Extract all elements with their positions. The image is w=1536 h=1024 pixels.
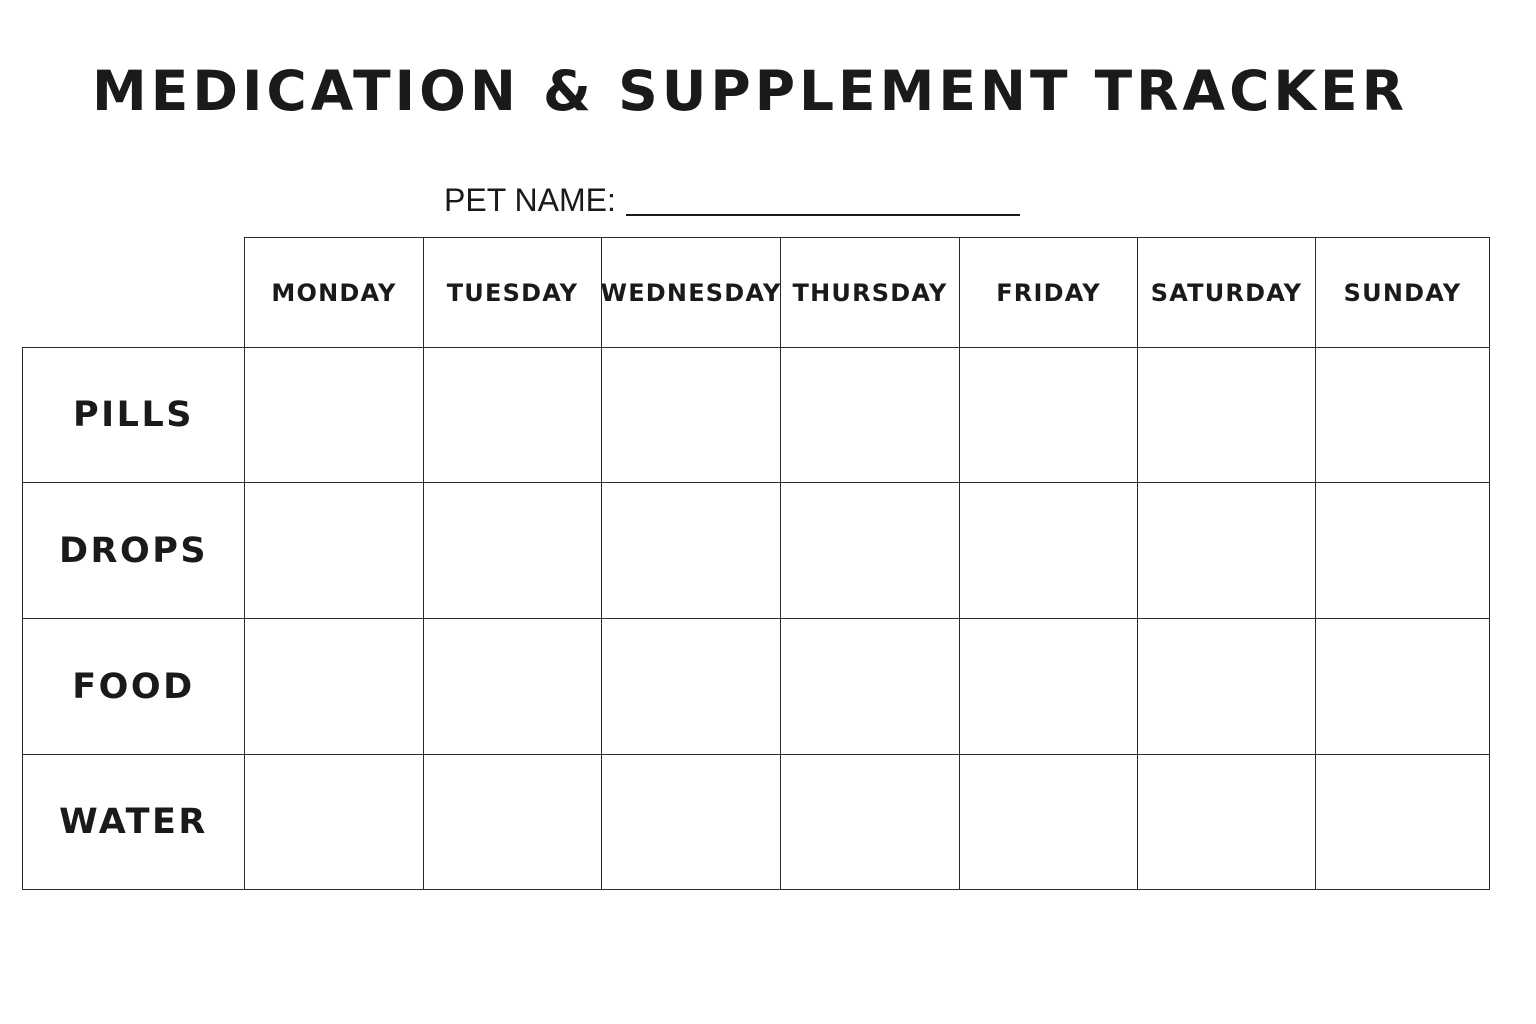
tracker-cell-drops-thursday[interactable] [780,482,960,619]
day-header-sunday-text: SUNDAY [1343,278,1462,307]
tracker-cell-drops-monday[interactable] [244,482,424,619]
pet-name-label: PET NAME: [444,182,616,218]
tracker-cell-food-sunday[interactable] [1315,618,1490,755]
day-header-sunday [1315,237,1490,348]
day-header-saturday-text: SATURDAY [1150,278,1303,307]
tracker-cell-pills-saturday[interactable] [1137,347,1316,483]
day-header-tuesday-text: TUESDAY [446,278,579,307]
tracker-cell-food-tuesday[interactable] [423,618,602,755]
tracker-cell-food-monday[interactable] [244,618,424,755]
tracker-cell-drops-sunday[interactable] [1315,482,1490,619]
tracker-cell-water-wednesday[interactable] [601,754,781,890]
tracker-cell-drops-friday[interactable] [959,482,1138,619]
tracker-cell-food-wednesday[interactable] [601,618,781,755]
tracker-cell-water-tuesday[interactable] [423,754,602,890]
tracker-cell-water-friday[interactable] [959,754,1138,890]
day-header-monday-text: MONDAY [271,278,397,307]
day-header-saturday [1137,237,1316,348]
day-header-friday-text: FRIDAY [996,278,1101,307]
tracker-cell-pills-sunday[interactable] [1315,347,1490,483]
row-label-food-text: FOOD [72,666,195,707]
row-label-pills-text: PILLS [73,395,194,435]
tracker-cell-drops-tuesday[interactable] [423,482,602,619]
tracker-cell-drops-saturday[interactable] [1137,482,1316,619]
tracker-cell-pills-friday[interactable] [959,347,1138,483]
row-label-water [22,754,245,890]
day-header-thursday-text: THURSDAY [792,278,948,307]
tracker-cell-water-monday[interactable] [244,754,424,890]
tracker-cell-pills-monday[interactable] [244,347,424,483]
tracker-cell-pills-wednesday[interactable] [601,347,781,483]
tracker-cell-water-thursday[interactable] [780,754,960,890]
row-label-drops-text: DROPS [58,530,209,571]
day-header-thursday [780,237,960,348]
day-header-wednesday [601,237,781,348]
page-title: MEDICATION & SUPPLEMENT TRACKER [92,59,1408,123]
row-label-pills [22,347,245,483]
pet-name-blank-line[interactable] [626,180,1020,216]
row-label-water-text: WATER [59,802,208,842]
day-header-tuesday [423,237,602,348]
tracker-cell-water-saturday[interactable] [1137,754,1316,890]
tracker-cell-water-sunday[interactable] [1315,754,1490,890]
day-header-wednesday-text: WEDNESDAY [600,278,782,307]
tracker-cell-food-saturday[interactable] [1137,618,1316,755]
day-header-friday [959,237,1138,348]
row-label-food [22,618,245,755]
day-header-monday [244,237,424,348]
row-label-drops [22,482,245,619]
tracker-cell-pills-tuesday[interactable] [423,347,602,483]
tracker-cell-food-friday[interactable] [959,618,1138,755]
tracker-cell-food-thursday[interactable] [780,618,960,755]
pet-name-field [444,180,1020,220]
tracker-cell-pills-thursday[interactable] [780,347,960,483]
tracker-cell-drops-wednesday[interactable] [601,482,781,619]
